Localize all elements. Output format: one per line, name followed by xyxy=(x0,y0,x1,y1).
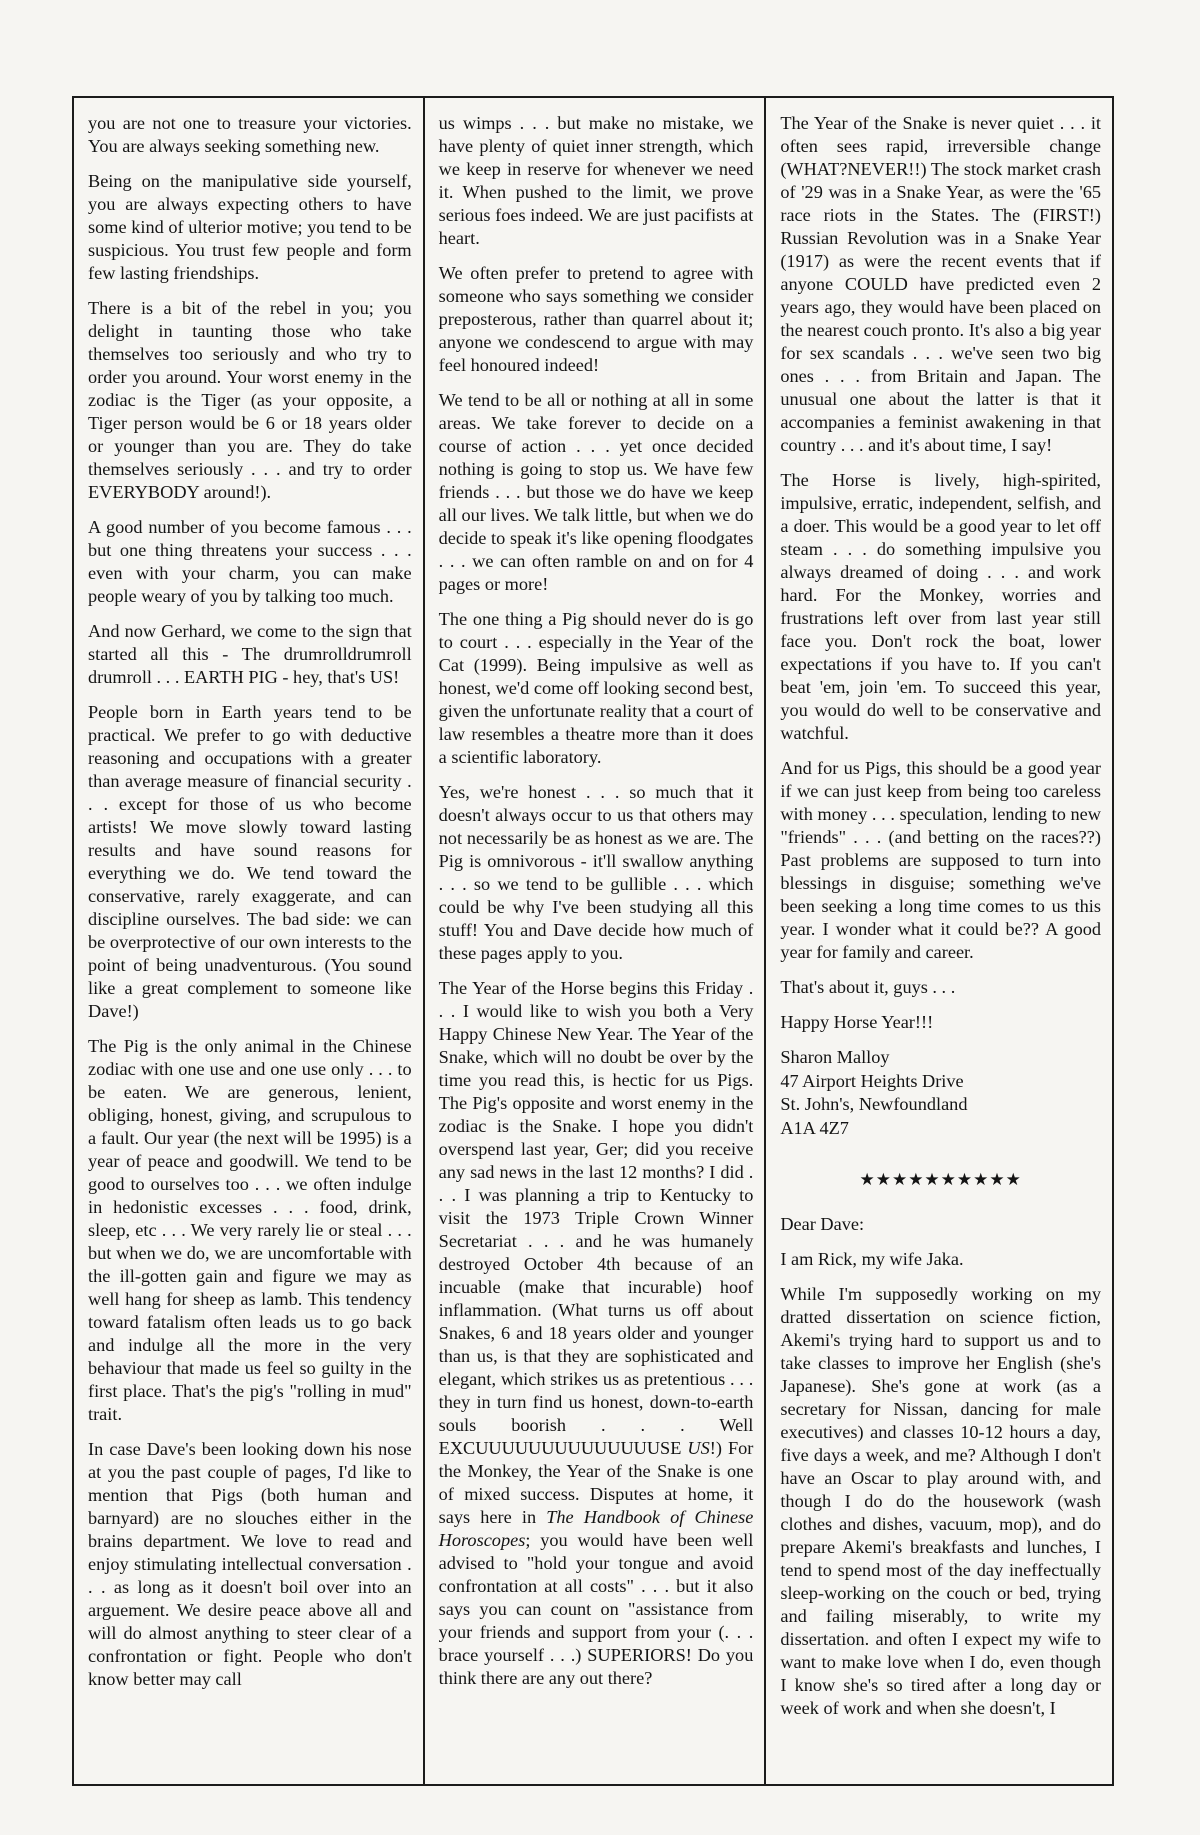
signer-name: Sharon Malloy xyxy=(780,1047,890,1067)
book-title: The Handbook of Chinese Horoscopes xyxy=(438,1507,754,1550)
paragraph: I am Rick, my wife Jaka. xyxy=(780,1249,964,1269)
address-line: St. John's, Newfoundland xyxy=(780,1094,968,1114)
paragraph: There is a bit of the rebel in you; you delight in taunting those who take themselves too seriously and who try to order you around. Your worst enemy in the zodiac is the Tiger (as your opposite, a Tiger person would be 6 or 18 years older or younger than you are. They do take themselves seriously . . . and try to order EVERYBODY around!). xyxy=(88,298,412,502)
column-right xyxy=(764,98,1112,1784)
column-middle xyxy=(423,98,765,1784)
paragraph: And now Gerhard, we come to the sign that started all this - The drumrolldrumroll drumroll . . . EARTH PIG - hey, that's US! xyxy=(88,621,412,687)
paragraph: Happy Horse Year!!! xyxy=(780,1012,934,1032)
paragraph: While I'm supposedly working on my dratted dissertation on science fiction, Akemi's trying hard to support us and to take classes to improve her English (she's Japanese). She's gone at work (as a secretary for Nissan, dancing for male executives) and classes 10-12 hours a day, five days a week, and me? Although I don't have an Oscar to play around with, and though I do do the housework (wash clothes and dishes, vacuum, mop), and do prepare Akemi's breakfasts and lunches, I tend to spend most of the day ineffectually sleep-working on the couch or bed, trying and failing miserably, to write my dissertation. and often I expect my wife to want to make love when I do, even though I know she's so tired after a long day or week of work and when she doesn't, I xyxy=(780,1284,1101,1718)
paragraph: you are not one to treasure your victories. You are always seeking something new. xyxy=(88,113,412,156)
paragraph xyxy=(439,977,754,1690)
paragraph: The Pig is the only animal in the Chinese zodiac with one use and one use only . . . to be eaten. We are generous, lenient, obliging, honest, giving, and scrupulous to a fault. Our year (the next will be 1995) is a year of peace and goodwill. We tend to be good to ourselves too . . . we often indulge in hedonistic excesses . . . food, drink, sleep, etc . . . We very rarely lie or steal . . . but when we do, we are uncomfortable with the ill-gotten gain and figure we may as well hang for sheep as lamb. This tendency toward fatalism often leads us to go back and indulge all the more in the very behaviour that made us feel so guilty in the first place. That's the pig's "rolling in mud" trait. xyxy=(88,1036,412,1424)
letters-frame xyxy=(72,96,1114,1786)
letter-greeting: Dear Dave: xyxy=(780,1214,865,1234)
paragraph: The Horse is lively, high-spirited, impulsive, erratic, independent, selfish, and a doer. This would be a good year to let off steam . . . do something impulsive you always dreamed of doing . . . and work hard. For the Monkey, worries and frustrations left over from last year still face you. Don't rock the boat, lower expectations if you have to. If you can't beat 'em, join 'em. To succeed this year, you would do well to be conservative and watchful. xyxy=(780,470,1101,743)
paragraph: People born in Earth years tend to be practical. We prefer to go with deductive reasoning and occupations with a greater than average measure of financial security . . . except for those of us who become artists! We move slowly toward lasting results and have sound reasons for everything we do. We tend toward the conservative, rarely exaggerate, and can discipline ourselves. The bad side: we can be overprotective of our own interests to the point of being unadventurous. (You sound like a great complement to someone like Dave!) xyxy=(88,702,412,1021)
text-run: The Year of the Horse begins this Friday . . . I would like to wish you both a Very Happy Chinese New Year. The Year of the Snake, which will no doubt be over by the time you read this, is hectic for us Pigs. The Pig's opposite and worst enemy in the zodiac is the Snake. I hope you didn't overspend last year, Ger; did you receive any sad news in the last 12 months? I did . . . I was planning a trip to Kentucky to visit the 1973 Triple Crown Winner Secretariat . . . and he was humanely destroyed October 4th because of an incuable (make that incurable) hoof inflammation. (What turns us off about Snakes, 6 and 18 years older and younger than us, is that they are sophisticated and elegant, which strikes us as pretentious . . . they in turn find us honest, down-to-earth souls boorish . . . Well EXCUUUUUUUUUUUUUUSE xyxy=(438,978,754,1458)
section-divider-stars: ★★★★★★★★★★ xyxy=(859,1170,1022,1189)
paragraph: And for us Pigs, this should be a good year if we can just keep from being too careless with money . . . speculation, lending to new "friends" . . . (and betting on the races??) Past problems are supposed to turn into blessings in disguise; something we've been seeking a long time comes to us this year. I wonder what it could be?? A good year for family and career. xyxy=(780,758,1101,962)
paragraph: In case Dave's been looking down his nose at you the past couple of pages, I'd like to mention that Pigs (both human and barnyard) are no slouches either in the brains department. We love to read and enjoy stimulating intellectual conversation . . . as long as it doesn't boil over into an arguement. We desire peace above all and will do almost anything to steer clear of a confrontation or fight. People who don't know better may call xyxy=(88,1439,412,1689)
emphasis-text: US xyxy=(687,1438,710,1458)
signature-address xyxy=(780,1046,1101,1140)
paragraph: The Year of the Snake is never quiet . . . it often sees rapid, irreversible change (WHAT?NEVER!!) The stock market crash of '29 was in a Snake Year, as were the '65 race riots in the States. The (FIRST!) Russian Revolution was in a Snake Year (1917) as were the recent events that if anyone COULD have predicted even 2 years ago, they would have been placed on the nearest couch pronto. It's also a big year for sex scandals . . . we've seen two big ones . . . from Britain and Japan. The unusual one about the latter is that it accompanies a feminist awakening in that country . . . and it's about time, I say! xyxy=(780,113,1101,455)
text-run: !) For the Monkey, the Year of the Snake is one of mixed success. Disputes at home, it says here in xyxy=(438,1438,754,1527)
paragraph: We often prefer to pretend to agree with someone who says something we consider preposterous, rather than quarrel about it; anyone we condescend to argue with may feel honoured indeed! xyxy=(438,263,754,375)
paragraph: Being on the manipulative side yourself, you are always expecting others to have some kind of ulterior motive; you tend to be suspicious. You trust few people and form few lasting friendships. xyxy=(88,171,412,283)
paragraph: A good number of you become famous . . . but one thing threatens your success . . . even with your charm, you can make people weary of you by talking too much. xyxy=(88,517,412,606)
address-line: 47 Airport Heights Drive xyxy=(780,1070,964,1091)
paragraph: Yes, we're honest . . . so much that it doesn't always occur to us that others may not necessarily be as honest as we are. The Pig is omnivorous - it'll swallow anything . . . so we tend to be gullible . . . which could be why I've been studying all this stuff! You and Dave decide how much of these pages apply to you. xyxy=(438,782,754,963)
text-run: ; you would have been well advised to "hold your tongue and avoid confrontation at all costs" . . . but it also says you can count on "assistance from your friends and support from your (. . . brace yourself . . .) SUPERIORS! Do you think there are any out there? xyxy=(438,1530,754,1688)
paragraph: We tend to be all or nothing at all in some areas. We take forever to decide on a course of action . . . yet once decided nothing is going to stop us. We have few friends . . . but those we do have we keep all our lives. We talk little, but when we do decide to speak it's like opening floodgates . . . we can often ramble on and on for 4 pages or more! xyxy=(438,390,754,594)
column-left xyxy=(74,98,423,1784)
postal-code: A1A 4Z7 xyxy=(780,1117,849,1138)
paragraph: us wimps . . . but make no mistake, we have plenty of quiet inner strength, which we keep in reserve for whenever we need it. When pushed to the limit, we prove serious foes indeed. We are just pacifists at heart. xyxy=(438,113,754,248)
paragraph: The one thing a Pig should never do is go to court . . . especially in the Year of the Cat (1999). Being impulsive as well as honest, we'd come off looking second best, given the unfortunate reality that a court of law resembles a theatre more than it does a scientific laboratory. xyxy=(438,609,754,767)
paragraph: That's about it, guys . . . xyxy=(780,977,956,997)
